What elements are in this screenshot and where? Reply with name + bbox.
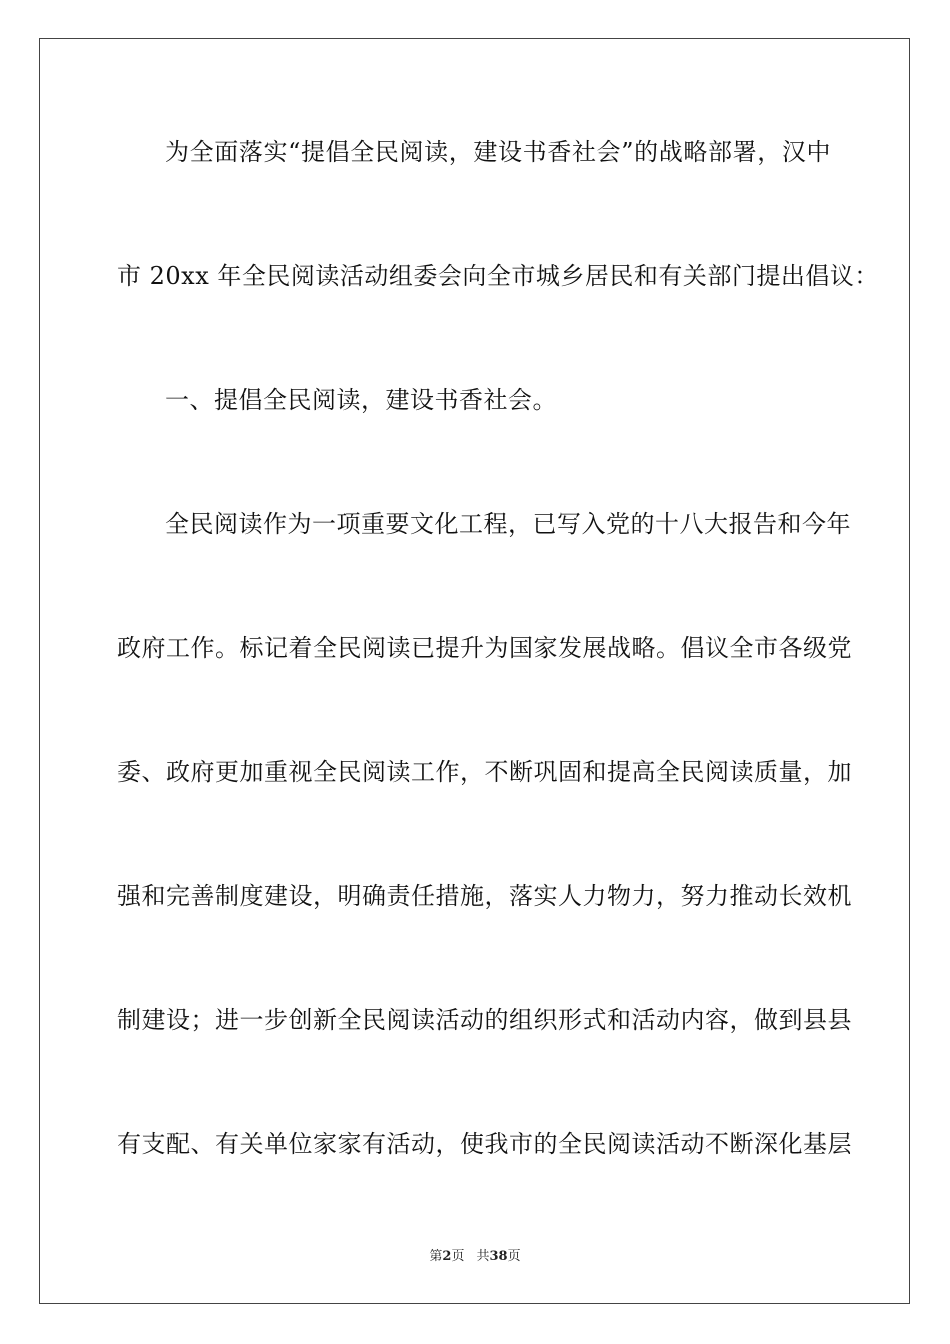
total-suffix: 页 [507, 1249, 521, 1264]
page-number: 2 [442, 1249, 452, 1264]
paragraph-2-line-2: 政府工作。标记着全民阅读已提升为国家发展战略。倡议全市各级党 [117, 634, 852, 662]
paragraph-2-line-3: 委、政府更加重视全民阅读工作，不断巩固和提高全民阅读质量，加 [117, 758, 852, 786]
paragraph-1-line-2: 市 20xx 年全民阅读活动组委会向全市城乡居民和有关部门提出倡议： [117, 262, 879, 290]
total-pages: 38 [489, 1249, 508, 1264]
section-heading-1: 一、提倡全民阅读，建设书香社会。 [165, 386, 557, 414]
paragraph-2-line-4: 强和完善制度建设，明确责任措施，落实人力物力，努力推动长效机 [117, 882, 852, 910]
page-prefix: 第 [429, 1249, 443, 1264]
total-prefix: 共 [476, 1249, 490, 1264]
page-border [39, 38, 910, 1304]
paragraph-1-line-1: 为全面落实“提倡全民阅读，建设书香社会”的战略部署，汉中 [165, 138, 831, 166]
page-suffix: 页 [451, 1249, 465, 1264]
page-footer [0, 1248, 950, 1266]
paragraph-2-line-6: 有支配、有关单位家家有活动，使我市的全民阅读活动不断深化基层 [117, 1130, 852, 1158]
paragraph-2-line-5: 制建设；进一步创新全民阅读活动的组织形式和活动内容，做到县县 [117, 1006, 852, 1034]
paragraph-2-line-1: 全民阅读作为一项重要文化工程，已写入党的十八大报告和今年 [165, 510, 851, 538]
